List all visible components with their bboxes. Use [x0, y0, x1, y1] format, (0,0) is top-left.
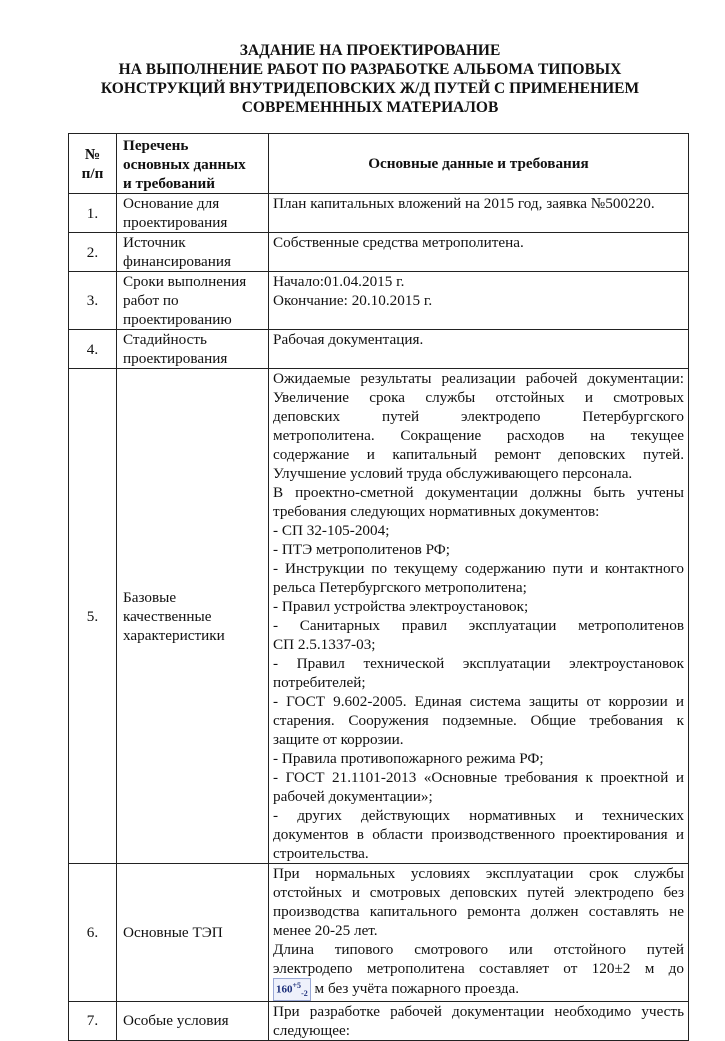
length-value-badge [273, 978, 311, 1001]
row-name-line: Основание для [123, 195, 220, 212]
table-row [69, 1001, 689, 1040]
row-value-line: рельса Петербургского метрополитена; [273, 579, 527, 596]
header-requirements: Основные данные и требования [269, 134, 689, 194]
row-value [269, 330, 689, 369]
row-number: 1. [69, 194, 117, 233]
row-value-line: защите от коррозии. [273, 731, 404, 748]
row-value [269, 864, 689, 1002]
table-row [69, 330, 689, 369]
row-value-line: требования следующих нормативных документов: [273, 503, 600, 520]
row-value-line: следующее: [273, 1021, 350, 1039]
table-row [69, 369, 689, 864]
header-list-line: Перечень [123, 137, 189, 154]
row-name [117, 864, 269, 1002]
row-name [117, 1001, 269, 1040]
row-value-line: менее 20-25 лет. [273, 922, 378, 939]
row-value-line: содержание и капитальный ремонт деповских путей. [273, 446, 684, 463]
badge-sub: -2 [301, 988, 308, 998]
document-title [60, 41, 680, 117]
row-value [269, 272, 689, 330]
row-value-line: метрополитена. Сокращение расходов на текущее [273, 427, 684, 444]
row-value-line: электродепо метрополитена составляет от 120±2 м до [273, 960, 684, 977]
row-value-line: При разработке рабочей документации необходимо учесть [273, 1002, 684, 1020]
row-value-line: отстойных и смотровых деповских путей электродепо без [273, 884, 684, 901]
row-name [117, 330, 269, 369]
row-name [117, 272, 269, 330]
row-value-line: СП 2.5.1337-03; [273, 636, 376, 653]
row-name-line: Базовые [123, 588, 177, 606]
row-value-line: - Правила противопожарного режима РФ; [273, 750, 544, 767]
row-value [269, 233, 689, 272]
header-list-line: и требований [123, 175, 216, 192]
row-value-line: План капитальных вложений на 2015 год, заявка №500220. [273, 195, 655, 212]
row-value-line: - Санитарных правил эксплуатации метрополитенов [273, 617, 684, 634]
row-value-line: - ГОСТ 9.602-2005. Единая система защиты от коррозии и [273, 693, 684, 710]
row-value-line: производства капитального ремонта должен составлять не [273, 903, 684, 920]
row-value-line: рабочей документации»; [273, 788, 433, 805]
table-header-row [69, 134, 689, 194]
row-value-line: - СП 32-105-2004; [273, 522, 390, 539]
title-line: ЗАДАНИЕ НА ПРОЕКТИРОВАНИЕ [239, 42, 501, 59]
row-value-line: старения. Сооружения подземные. Общие требования к [273, 712, 684, 729]
row-name-line: Стадийность [123, 331, 207, 348]
row-value-line: В проектно-сметной документации должны быть учтены [273, 484, 684, 501]
row-value-line: деповских путей электродепо Петербургского [273, 408, 684, 425]
row-number: 7. [69, 1001, 117, 1040]
header-num [69, 134, 117, 194]
title-line: НА ВЫПОЛНЕНИЕ РАБОТ ПО РАЗРАБОТКЕ АЛЬБОМА ТИПОВЫХ [118, 61, 622, 78]
row-value-line: Улучшение условий труда обслуживающего персонала. [273, 465, 633, 482]
row-value-line: - Правил устройства электроустановок; [273, 598, 529, 615]
row-value [269, 369, 689, 864]
header-list-line: основных данных [123, 156, 246, 173]
row-value-line: Длина типового смотрового или отстойного путей [273, 941, 684, 958]
row-value-line: Рабочая документация. [273, 331, 424, 348]
table-row [69, 864, 689, 1002]
badge-base: 160 [276, 983, 293, 996]
row-value-line: При нормальных условиях эксплуатации срок службы [273, 865, 684, 882]
row-name-line: Сроки выполнения [123, 273, 247, 290]
row-name [117, 233, 269, 272]
row-value-line: Увеличение срока службы отстойных и смотровых [273, 389, 684, 406]
table-row [69, 233, 689, 272]
requirements-table [68, 133, 689, 1041]
row-value-line: документов в области производственного проектирования и [273, 826, 684, 843]
row-value-line: - других действующих нормативных и технических [273, 807, 684, 824]
table-row [69, 272, 689, 330]
row-value-line: - Инструкции по текущему содержанию пути и контактного [273, 560, 684, 577]
row-name-line: работ по [123, 292, 179, 309]
row-name [117, 194, 269, 233]
row-value-line: потребителей; [273, 674, 366, 691]
row-value [269, 194, 689, 233]
row-name-line: Источник [123, 234, 186, 251]
row-value [269, 1001, 689, 1040]
row-value-line: строительства. [273, 845, 369, 862]
row-name-line: качественные [123, 607, 212, 625]
row-name-line: характеристики [123, 626, 225, 644]
title-line: СОВРЕМЕНННЫХ МАТЕРИАЛОВ [241, 99, 499, 116]
row-number: 3. [69, 272, 117, 330]
title-line: КОНСТРУКЦИЙ ВНУТРИДЕПОВСКИХ Ж/Д ПУТЕЙ С ПРИМЕНЕНИЕМ [100, 80, 640, 97]
table-row [69, 194, 689, 233]
row-number: 2. [69, 233, 117, 272]
row-value-line [273, 978, 684, 1001]
row-number: 4. [69, 330, 117, 369]
badge-sup: +5 [292, 981, 302, 990]
row-value-tail: м без учёта пожарного проезда. [314, 979, 520, 997]
row-name-line: проектирования [123, 350, 228, 367]
row-name [117, 369, 269, 864]
row-value-line: - Правил технической эксплуатации электроустановок [273, 655, 684, 672]
header-num-line: п/п [81, 164, 104, 182]
row-value-line: Ожидаемые результаты реализации рабочей документации: [273, 370, 684, 387]
row-name-line: финансирования [123, 253, 231, 270]
row-value-line: - ПТЭ метрополитенов РФ; [273, 541, 450, 558]
row-name-line: проектирования [123, 214, 228, 231]
row-value-line: Окончание: 20.10.2015 г. [273, 292, 433, 309]
row-name-line: Особые условия [123, 1012, 229, 1030]
row-number: 5. [69, 369, 117, 864]
row-value-line: Начало:01.04.2015 г. [273, 273, 405, 290]
row-number: 6. [69, 864, 117, 1002]
header-num-line: № [84, 145, 101, 163]
row-value-line: Собственные средства метрополитена. [273, 234, 524, 251]
row-name-line: Основные ТЭП [123, 923, 223, 941]
row-value-line: - ГОСТ 21.1101-2013 «Основные требования к проектной и [273, 769, 684, 786]
row-name-line: проектированию [123, 311, 232, 328]
header-list [117, 134, 269, 194]
